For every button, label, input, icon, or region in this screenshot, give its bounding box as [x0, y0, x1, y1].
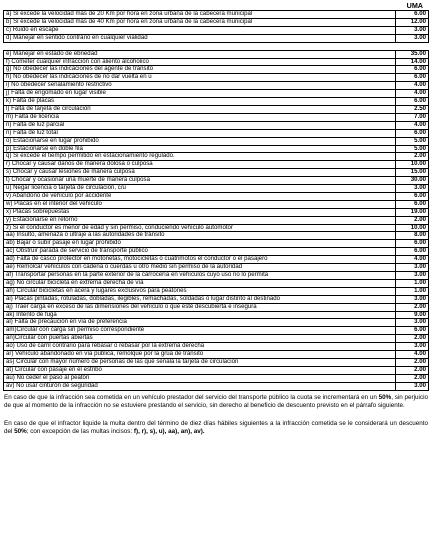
fine-uma-value: 2.00: [396, 216, 429, 224]
fine-uma-value: 6.00: [396, 192, 429, 200]
fine-uma-value: 6.00: [396, 98, 429, 106]
fine-uma-value: 2.00: [396, 366, 429, 374]
fine-row: [4, 50, 429, 58]
fine-uma-value: 3.00: [396, 26, 429, 34]
fine-description: l) Falta de tarjeta de circulación: [4, 105, 396, 113]
fine-uma-value: 12.00: [396, 18, 429, 26]
fines-table-speed: [3, 10, 429, 43]
fine-description: au) No ceder el paso al peatón: [4, 374, 396, 382]
fine-uma-value: 6.00: [396, 129, 429, 137]
fine-row: [4, 58, 429, 66]
fine-uma-value: 2.00: [396, 358, 429, 366]
fine-description: m) Falta de licencia: [4, 113, 396, 121]
fine-row: [4, 311, 429, 319]
fine-row: [4, 137, 429, 145]
fine-description: y) Estacionarse en retorno: [4, 216, 396, 224]
fine-row: [4, 264, 429, 272]
fine-description: i) No obedecer señalamiento restrictivo: [4, 82, 396, 90]
fine-row: [4, 287, 429, 295]
fine-row: [4, 145, 429, 153]
fine-row: [4, 113, 429, 121]
note2-text-b: ; con excepción de las multas incisos:: [26, 428, 134, 436]
fine-row: [4, 90, 429, 98]
fine-row: [4, 98, 429, 106]
fine-row: [4, 153, 429, 161]
fine-description: ac) Obstruir parada de servicio de transporte público: [4, 248, 396, 256]
fine-description: e) Manejar en estado de ebriedad: [4, 50, 396, 58]
fine-description: h) No obedecer las indicaciones de no dar vuelta en u: [4, 74, 396, 82]
fine-uma-value: 2.00: [396, 153, 429, 161]
fine-description: g) No obedecer las indicaciones del agente de tránsito: [4, 66, 396, 74]
fine-uma-value: 4.00: [396, 256, 429, 264]
fine-description: t) Chocar y ocasionar una muerte de manera culposa: [4, 177, 396, 185]
fine-row: [4, 121, 429, 129]
fine-uma-value: 3.00: [396, 185, 429, 193]
fine-description: ñ) Falta de luz total: [4, 129, 396, 137]
fine-row: [4, 248, 429, 256]
fine-description: aa) Insulto, amenaza o ultraje a las autoridades de tránsito: [4, 232, 396, 240]
fine-uma-value: 6.00: [396, 200, 429, 208]
fine-uma-value: 10.00: [396, 161, 429, 169]
section-gap: [3, 43, 429, 50]
fine-description: j) Falta de engomado en lugar visible: [4, 90, 396, 98]
fines-table-general: [3, 50, 429, 391]
fine-row: [4, 343, 429, 351]
fine-row: [4, 272, 429, 280]
fine-description: u) Negar licencia o tarjeta de circulación, c/u: [4, 185, 396, 193]
discount-note: [4, 420, 428, 436]
note2-text-a: En caso de que el infractor liquide la multa dentro del término de diez días hábiles siguientes a la infracción cometida se le considerará un descuento del: [4, 420, 428, 436]
fine-uma-value: 2.00: [396, 335, 429, 343]
fine-row: [4, 295, 429, 303]
fine-uma-value: 7.00: [396, 113, 429, 121]
fine-uma-value: 1.00: [396, 287, 429, 295]
fine-description: af) Transportar personas en la parte exterior de la carrocería en vehículos cuyo uso no lo permita: [4, 272, 396, 280]
fine-row: [4, 256, 429, 264]
fine-row: [4, 34, 429, 42]
fine-description: r) Chocar y causar daños de manera dolosa o culposa: [4, 161, 396, 169]
fine-row: [4, 327, 429, 335]
fine-description: ak) Intento de fuga: [4, 311, 396, 319]
fine-uma-value: 6.00: [396, 248, 429, 256]
fine-row: [4, 224, 429, 232]
fine-description: ag) No circular bicicleta en extrema derecha de vía: [4, 279, 396, 287]
fine-uma-value: 3.00: [396, 272, 429, 280]
fine-row: [4, 161, 429, 169]
fine-uma-value: 4.00: [396, 82, 429, 90]
fine-description: ae) Remolcar vehículos con cadena o cuerdas u otro medio sin permiso de la autoridad: [4, 264, 396, 272]
fine-uma-value: 35.00: [396, 50, 429, 58]
fine-row: [4, 82, 429, 90]
uma-header-label: UMA: [406, 1, 423, 10]
fine-row: [4, 105, 429, 113]
public-transport-note: [4, 394, 428, 410]
fine-uma-value: 5.00: [396, 145, 429, 153]
fine-row: [4, 74, 429, 82]
fine-row: [4, 26, 429, 34]
fine-description: a) Si excede la velocidad más de 20 Km por hora en zona urbana de la cabecera municipal: [4, 11, 396, 19]
fine-row: [4, 279, 429, 287]
fine-description: s) Chocar y causar lesiones de manera culposa: [4, 169, 396, 177]
fine-row: [4, 129, 429, 137]
note1-text-a: En caso de que la infracción sea cometida en un vehículo prestador del servicio del transporte público la cuota se incrementará en un: [4, 393, 379, 401]
fine-row: [4, 66, 429, 74]
fine-description: k) Falta de placas: [4, 98, 396, 106]
fine-description: f) Cometer cualquier infracción con aliento alcohólico: [4, 58, 396, 66]
fine-uma-value: 3.00: [396, 34, 429, 42]
fine-row: [4, 319, 429, 327]
fine-description: w) Placas en el interior del vehículo: [4, 200, 396, 208]
fine-uma-value: 10.00: [396, 224, 429, 232]
fine-description: ad) Falta de casco protector en motonetas, motocicletas o cuatrimotos el conductor o el pasajero: [4, 256, 396, 264]
fine-row: [4, 366, 429, 374]
note2-percent: 50%: [14, 428, 27, 436]
note1-text-b: , sin perjuicio de que al momento de la infracción no se estuviere prestando el servicio, sin derecho al beneficio de descuento previsto en el párrafo siguiente.: [4, 393, 428, 409]
fine-description: ah) Circular bicicletas en acera y lugares exclusivos para peatones: [4, 287, 396, 295]
fine-uma-value: 14.00: [396, 58, 429, 66]
fine-row: [4, 200, 429, 208]
fine-uma-value: 8.00: [396, 232, 429, 240]
note2-exceptions: f), r), s), u), aa), an), av).: [133, 428, 205, 436]
fine-row: [4, 216, 429, 224]
fine-description: as) Circular con mayor número de personas de las que señala la tarjeta de circulación: [4, 358, 396, 366]
fine-uma-value: 4.00: [396, 351, 429, 359]
fine-uma-value: 5.00: [396, 137, 429, 145]
fine-description: b) Si excede la velocidad más de 40 Km por hora en zona urbana de la cabecera municipal: [4, 18, 396, 26]
fine-uma-value: 2.00: [396, 303, 429, 311]
fine-uma-value: 6.00: [396, 327, 429, 335]
fine-uma-value: 6.00: [396, 66, 429, 74]
fine-uma-value: 2.00: [396, 374, 429, 382]
fine-uma-value: 3.00: [396, 295, 429, 303]
fine-uma-value: 6.00: [396, 74, 429, 82]
fine-description: an)Circular con puertas abiertas: [4, 335, 396, 343]
fine-description: o) Estacionarse en lugar prohibido: [4, 137, 396, 145]
fine-description: ai) Placas pintadas, rotuladas, dobladas, ilegibles, remachadas, soldadas o lugar distinto al destinado: [4, 295, 396, 303]
fine-uma-value: 19.00: [396, 208, 429, 216]
fine-description: v) Abandono de vehículo por accidente: [4, 192, 396, 200]
fine-uma-value: 2.50: [396, 105, 429, 113]
fine-uma-value: 9.00: [396, 311, 429, 319]
fine-row: [4, 192, 429, 200]
fine-description: ab) Bajar o subir pasaje en lugar prohibido: [4, 240, 396, 248]
fine-uma-value: 3.00: [396, 382, 429, 390]
column-header: [3, 1, 429, 10]
fine-description: av) No usar cinturón de seguridad: [4, 382, 396, 390]
fine-row: [4, 335, 429, 343]
fine-row: [4, 208, 429, 216]
fine-description: al) Falta de precaución en vía de preferencia: [4, 319, 396, 327]
fine-row: [4, 185, 429, 193]
fine-uma-value: 3.00: [396, 343, 429, 351]
fine-row: [4, 351, 429, 359]
fine-uma-value: 3.00: [396, 264, 429, 272]
fine-description: z) Si el conductor es menor de edad y sin permiso, conduciendo vehículo automotor: [4, 224, 396, 232]
note1-percent: 50%: [378, 393, 392, 401]
fine-uma-value: 6.00: [396, 240, 429, 248]
fine-row: [4, 11, 429, 19]
fine-description: aj) Traer carga en exceso de las dimensiones del vehículo o que esté descubierta e insegura: [4, 303, 396, 311]
fine-uma-value: 6.00: [396, 11, 429, 19]
fine-description: x) Placas sobrepuestas: [4, 208, 396, 216]
fine-uma-value: 4.00: [396, 121, 429, 129]
fine-row: [4, 382, 429, 390]
fine-uma-value: 1.00: [396, 279, 429, 287]
fine-description: p) Estacionarse en doble fila: [4, 145, 396, 153]
fine-row: [4, 303, 429, 311]
fine-description: c) Ruido en escape: [4, 26, 396, 34]
fine-description: q) Si excede el tiempo permitido en estacionamiento regulado.: [4, 153, 396, 161]
fine-description: at) Circular con pasaje en el estribo: [4, 366, 396, 374]
fine-description: ar) Vehículo abandonado en vía pública, remolque por la grúa de tránsito: [4, 351, 396, 359]
fine-row: [4, 169, 429, 177]
fine-uma-value: 3.00: [396, 319, 429, 327]
fine-row: [4, 232, 429, 240]
fine-row: [4, 374, 429, 382]
fine-uma-value: 4.00: [396, 90, 429, 98]
fine-description: d) Manejar en sentido contrario en cualquier vialidad: [4, 34, 396, 42]
fine-description: n) Falta de luz parcial: [4, 121, 396, 129]
fine-description: am)Circular con carga sin permiso correspondiente: [4, 327, 396, 335]
fine-row: [4, 177, 429, 185]
fine-row: [4, 18, 429, 26]
fine-description: ao) Uso de carril contrario para rebasar o rebasar por la extrema derecha: [4, 343, 396, 351]
fine-uma-value: 30.00: [396, 177, 429, 185]
fine-uma-value: 15.00: [396, 169, 429, 177]
fine-row: [4, 240, 429, 248]
fine-row: [4, 358, 429, 366]
